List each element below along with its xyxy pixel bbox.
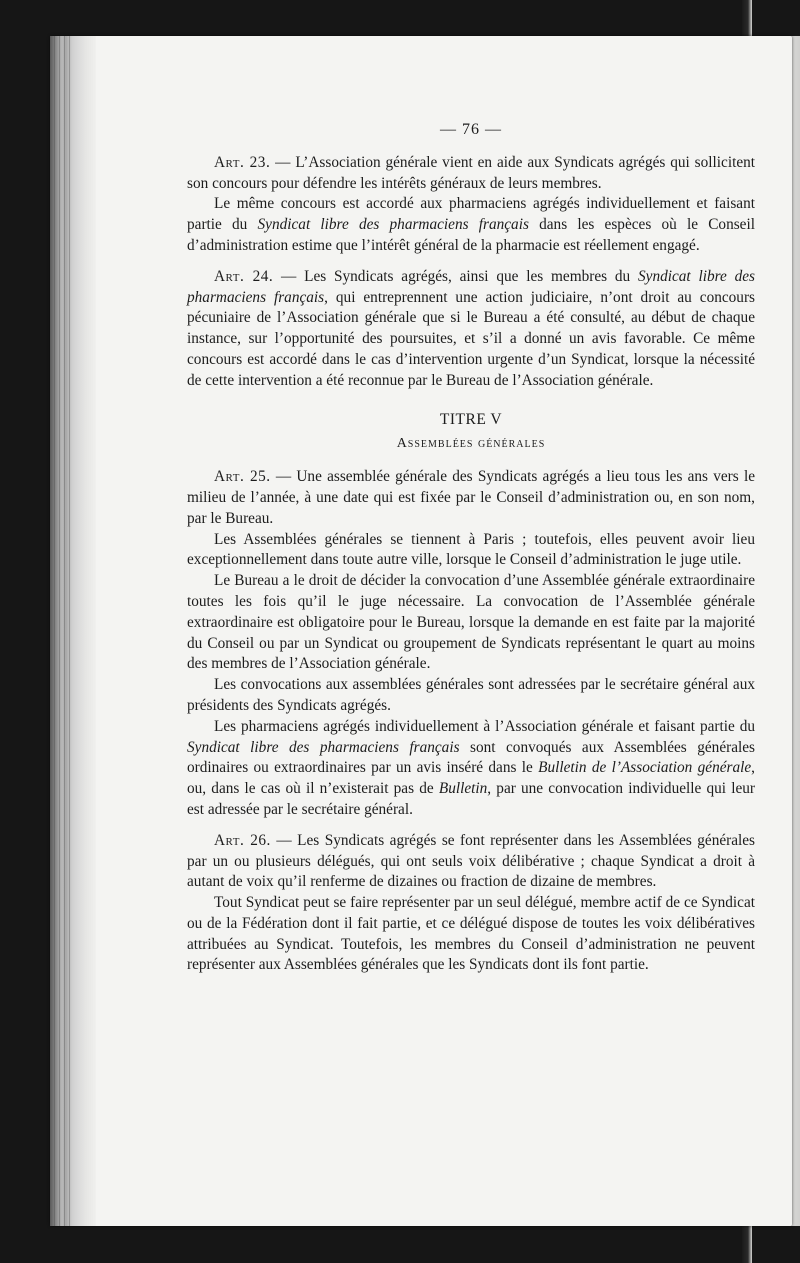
page-text [187,120,755,976]
article-label: Art. 24. [214,267,274,285]
art24-paragraph-1: Art. 24. — Les Syndicats agrégés, ainsi que les membres du Syndicat libre des pharmaciens français, qui entreprennent une action judiciaire, n’ont droit au concours pécuniaire de l’Association générale que si le Bureau a été consulté, au début de chaque instance, sur l’opportunité des poursuites, et s’il a donné un avis favorable. Ce même concours est accordé dans le cas d’intervention urgente d’un Syndicat, lorsque la nécessité de cette intervention a été reconnue par le Bureau de l’Association générale. [187,267,755,389]
art25-paragraph-5: Les pharmaciens agrégés individuellement à l’Association générale et faisant partie du Syndicat libre des pharmaciens français sont convoqués aux Assemblées générales ordinaires ou extraordinaires par un avis inséré dans le Bulletin de l’Association générale, ou, dans le cas où il n’existerait pas de Bulletin, par une convocation individuelle qui leur est adressée par le secrétaire général. [187,717,755,818]
article-label: Art. 25. [214,468,271,486]
section-subtitle: Assemblées générales [396,436,546,452]
book-spine [50,36,96,1226]
art25-paragraph-4: Les convocations aux assemblées générales sont adressées par le secrétaire général aux présidents des Syndicats agrégés. [187,676,755,714]
section-title: TITRE V [439,410,503,428]
article-label: Art. 23. [214,153,271,171]
art23-paragraph-2: Le même concours est accordé aux pharmaciens agrégés individuellement et faisant partie du Syndicat libre des pharmaciens français dans les espèces où le Conseil d’administration estime que l’intérêt général de la pharmacie est réellement engagé. [187,195,755,254]
article-label: Art. 26. [214,831,271,849]
art25-paragraph-2: Les Assemblées générales se tiennent à Paris ; toutefois, elles peuvent avoir lieu exceptionnellement dans toute autre ville, lorsque le Conseil d’administration le juge utile. [187,530,755,569]
art25-paragraph-1: Art. 25. — Une assemblée générale des Syndicats agrégés a lieu tous les ans vers le milieu de l’année, à une date qui est fixée par le Conseil d’administration ou, en son nom, par le Bureau. [187,468,755,527]
page-number: — 76 — [440,121,502,138]
art23-paragraph-1: Art. 23. — L’Association générale vient en aide aux Syndicats agrégés qui sollicitent son concours pour défendre les intérêts généraux de leurs membres. [187,153,756,192]
art25-paragraph-3: Le Bureau a le droit de décider la convocation d’une Assemblée générale extraordinaire toutes les fois qu’il le juge nécessaire. La convocation de l’Assemblée générale extraordinaire est obligatoire pour le Bureau, lorsque la demande en est faite par la majorité du Conseil ou par un Syndicat ou groupement de Syndicats représentant le quart au moins des membres de l’Association générale. [187,572,755,673]
art26-paragraph-2: Tout Syndicat peut se faire représenter par un seul délégué, membre actif de ce Syndicat ou de la Fédération dont il fait partie, et ce délégué dispose de toutes les voix délibératives attribuées au Syndicat. Toutefois, les membres du Conseil d’administration ne peuvent représenter aux Assemblées générales que les Syndicats dont ils font partie. [187,894,755,974]
art26-paragraph-1: Art. 26. — Les Syndicats agrégés se font représenter dans les Assemblées générales par un ou plusieurs délégués, qui ont seuls voix délibérative ; chaque Syndicat a droit à autant de voix qu’il renferme de dizaines ou fraction de dizaine de membres. [187,831,756,891]
